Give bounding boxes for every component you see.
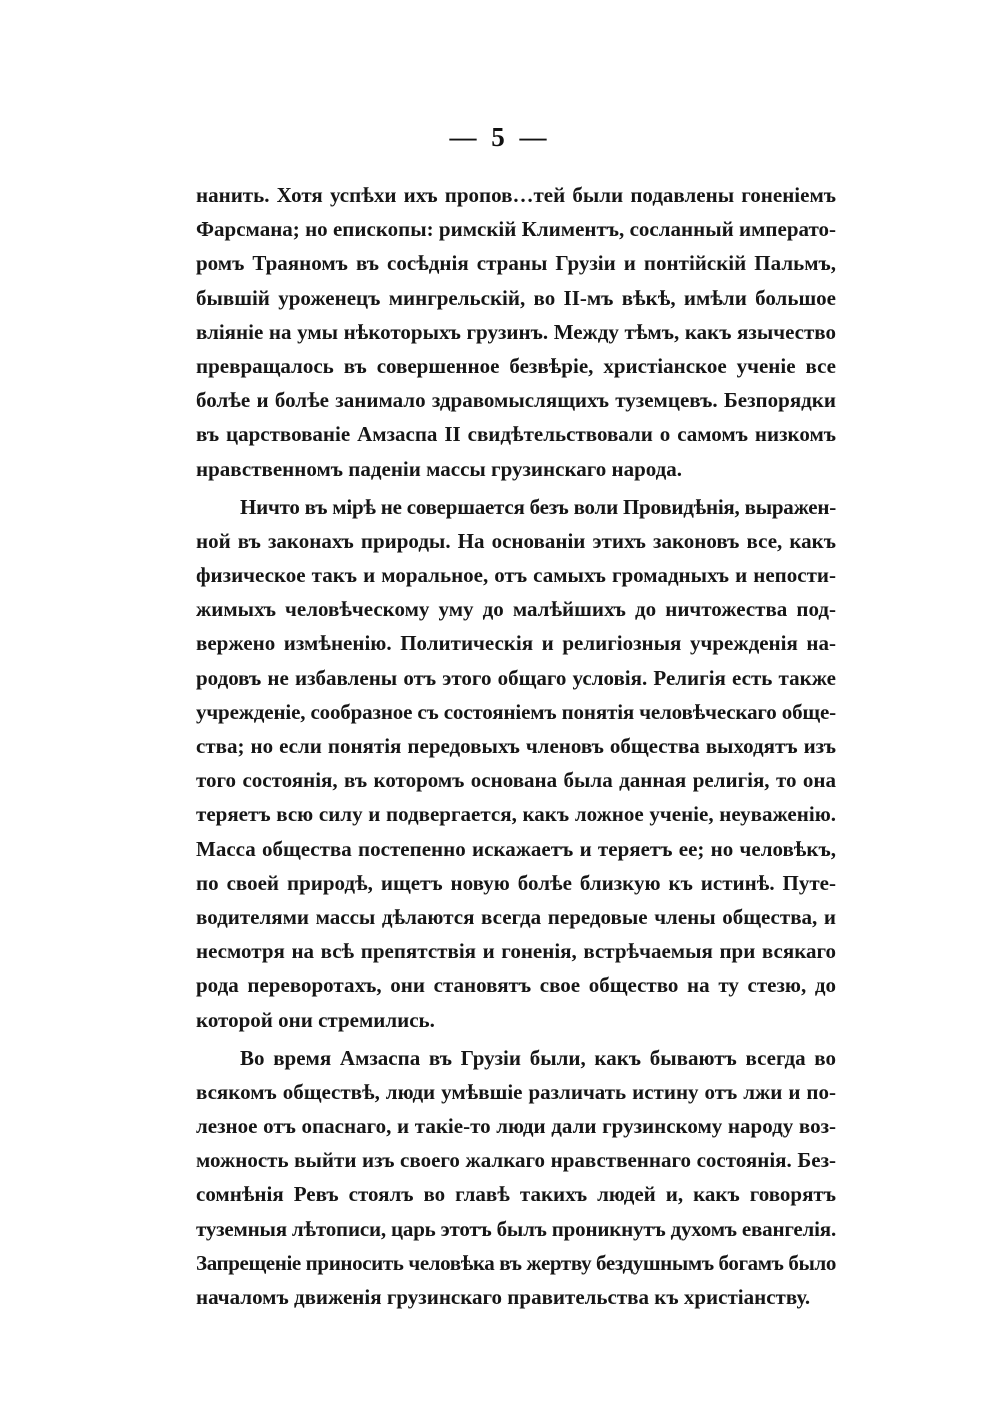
text-line: въ царствованіе Амзаспа II свидѣтельствовали о самомъ низкомъ: [196, 422, 836, 447]
text-line: которой они стремились.: [196, 1007, 435, 1032]
text-line: теряетъ всю силу и подвергается, какъ ложное ученіе, неуваженію.: [196, 802, 836, 827]
text-line: жимыхъ человѣческому уму до малѣйшихъ до ничтожества под-: [196, 597, 836, 622]
text-line: несмотря на всѣ препятствія и гоненія, встрѣчаемыя при всякаго: [196, 939, 836, 964]
text-line: вліяніе на умы нѣкоторыхъ грузинъ. Между тѣмъ, какъ язычество: [196, 319, 836, 344]
paragraph-1: [196, 178, 836, 486]
text-line: нравственномъ паденіи массы грузинскаго народа.: [196, 456, 683, 481]
text-line: ства; но если понятія передовыхъ членовъ общества выходятъ изъ: [196, 734, 836, 758]
text-line: по своей природѣ, ищетъ новую болѣе близкую къ истинѣ. Путе-: [196, 870, 836, 895]
text-line: вержено измѣненію. Политическія и религіозныя учрежденія на-: [196, 631, 836, 656]
text-line: физическое такъ и моральное, отъ самыхъ громадныхъ и непости-: [196, 563, 836, 588]
text-line: рода переворотахъ, они становятъ свое общество на ту стезю, до: [196, 973, 836, 998]
text-line: началомъ движенія грузинскаго правительства къ христіанству.: [196, 1285, 811, 1309]
paragraph-2: [196, 490, 836, 1037]
text-line: того состоянія, въ которомъ основана была данная религія, то она: [196, 768, 836, 793]
text-line: Ничто въ мірѣ не совершается безъ воли Провидѣнія, выражен-: [240, 494, 836, 519]
text-line: учрежденіе, сообразное съ состояніемъ понятія человѣческаго обще-: [196, 699, 836, 724]
text-line: всякомъ обществѣ, люди умѣвшіе различать истину отъ лжи и по-: [196, 1079, 836, 1104]
text-line: Запрещеніе приносить человѣка въ жертву бездушнымъ богамъ было: [196, 1250, 836, 1275]
text-line: водителями массы дѣлаются всегда передовые члены общества, и: [196, 904, 836, 929]
text-line: Фарсмана; но епископы: римскій Климентъ, сосланный императо-: [196, 217, 836, 242]
text-line: можность выйти изъ своего жалкаго нравственнаго состоянія. Без-: [196, 1148, 836, 1173]
text-line: туземныя лѣтописи, царь этотъ былъ проникнутъ духомъ евангелія.: [196, 1216, 836, 1241]
text-line: нанить. Хотя успѣхи ихъ пропов…тей были подавлены гоненіемъ: [196, 183, 836, 207]
text-line: ной въ законахъ природы. На основаніи этихъ законовъ все, какъ: [196, 528, 836, 553]
body-text: [196, 178, 836, 1314]
text-line: лезное отъ опаснаго, и такіе-то люди дали грузинскому народу воз-: [196, 1114, 836, 1139]
text-line: болѣе и болѣе занимало здравомыслящихъ туземцевъ. Безпорядки: [196, 388, 836, 413]
page-number: — 5 —: [449, 122, 551, 152]
text-line: превращалось въ совершенное безвѣріе, христіанское ученіе все: [196, 353, 836, 378]
text-line: Масса общества постепенно искажаетъ и теряетъ ее; но человѣкъ,: [196, 836, 836, 861]
text-line: Во время Амзаспа въ Грузіи были, какъ бываютъ всегда во: [240, 1045, 836, 1070]
text-line: бывшій уроженецъ мингрельскій, во II-мъ вѣкѣ, имѣли большое: [196, 285, 836, 310]
text-line: ромъ Траяномъ въ сосѣднія страны Грузіи и понтійскій Пальмъ,: [196, 251, 836, 276]
text-line: сомнѣнія Ревъ стоялъ во главѣ такихъ людей и, какъ говорятъ: [196, 1182, 836, 1207]
paragraph-3: [196, 1041, 836, 1315]
text-line: родовъ не избавлены отъ этого общаго условія. Религія есть также: [196, 665, 836, 690]
